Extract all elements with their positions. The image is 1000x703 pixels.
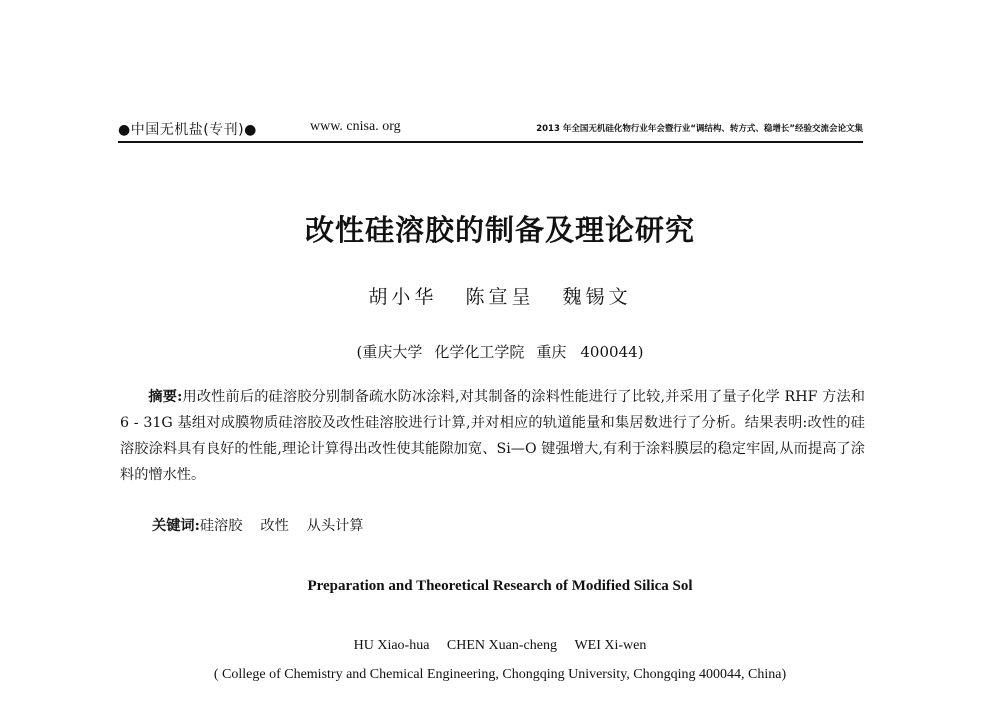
keywords-label: 关键词: bbox=[152, 518, 200, 534]
affiliation-open-paren: ( bbox=[356, 343, 363, 361]
affiliation-school: 化学化工学院 bbox=[434, 343, 525, 361]
abstract-text: 用改性前后的硅溶胶分别制备疏水防冰涂料,对其制备的涂料性能进行了比较,并采用了量子化学 RHF 方法和 6 - 31G 基组对成膜物质硅溶胶及改性硅溶胶进行计算,并对相应的轨道能量和集居数进行了分析。结果表明:改性的硅溶胶涂料具有良好的性能,理论计算得出改性使其能隙加宽、Si—O 键强增大,有利于涂料膜层的稳定牢固,从而提高了涂料的憎水性。 bbox=[120, 389, 865, 483]
author-name: 魏锡文 bbox=[562, 286, 632, 308]
abstract-chinese bbox=[120, 384, 865, 488]
affiliation-english: ( College of Chemistry and Chemical Engineering, Chongqing University, Chongqing 400044, China) bbox=[213, 667, 787, 682]
author-list-chinese bbox=[0, 282, 1000, 309]
journal-website[interactable]: www. cnisa. org bbox=[310, 119, 401, 134]
author-name-english: CHEN Xuan-cheng bbox=[446, 638, 557, 653]
author-list-english bbox=[0, 638, 1000, 654]
affiliation-university: 重庆大学 bbox=[362, 343, 423, 361]
paper-title-chinese: 改性硅溶胶的制备及理论研究 bbox=[304, 213, 695, 247]
author-name-english: WEI Xi-wen bbox=[574, 638, 647, 653]
author-name-english: HU Xiao-hua bbox=[353, 638, 430, 653]
affiliation-postcode: 400044 bbox=[580, 343, 638, 361]
author-name: 陈宣呈 bbox=[465, 286, 535, 308]
paper-title-english: Preparation and Theoretical Research of Modified Silica Sol bbox=[307, 578, 693, 594]
proceedings-title: 2013 年全国无机硅化物行业年会暨行业“调结构、转方式、稳增长”经验交流会论文集 bbox=[536, 124, 863, 134]
affiliation-chinese bbox=[0, 341, 1000, 362]
keywords-chinese bbox=[152, 515, 382, 535]
keyword: 硅溶胶 bbox=[199, 518, 243, 534]
keyword: 从头计算 bbox=[306, 518, 364, 534]
running-header bbox=[118, 113, 863, 143]
journal-name: ●中国无机盐(专刊)● bbox=[118, 122, 257, 138]
affiliation-close-paren: ) bbox=[637, 343, 644, 361]
affiliation-city: 重庆 bbox=[536, 343, 567, 361]
abstract-label: 摘要: bbox=[148, 389, 183, 405]
author-name: 胡小华 bbox=[368, 286, 438, 308]
keyword: 改性 bbox=[260, 518, 289, 534]
